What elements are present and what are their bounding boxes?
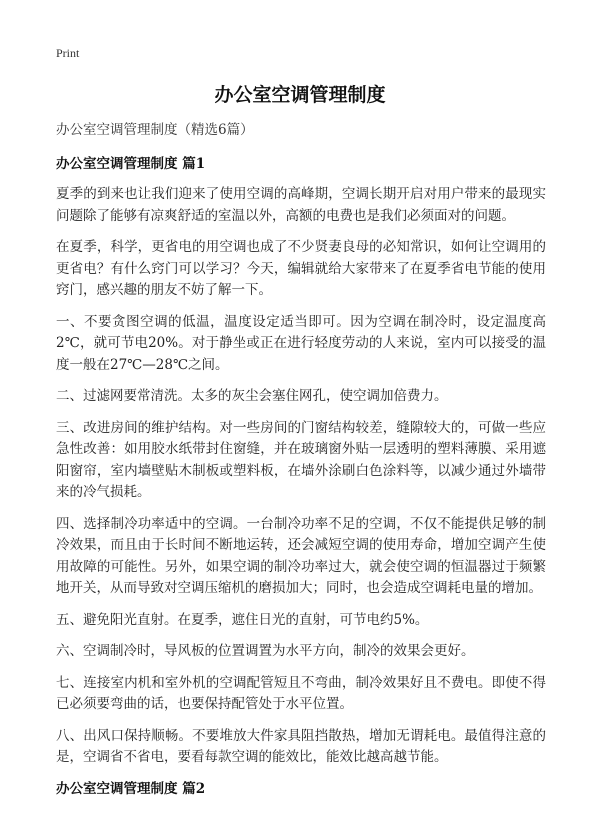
document-body xyxy=(56,120,546,809)
paragraph: 一、不要贪图空调的低温，温度设定适当即可。因为空调在制冷时，设定温度高2℃，就可节电20%。对于静坐或正在进行轻度劳动的人来说，室内可以接受的温度一般在27℃—28℃之间。 xyxy=(56,313,546,373)
print-link[interactable]: Print xyxy=(56,46,80,60)
paragraph: 二、过滤网要常清洗。太多的灰尘会塞住网孔，使空调加倍费力。 xyxy=(56,388,448,404)
paragraph: 五、避免阳光直射。在夏季，遮住日光的直射，可节电约5%。 xyxy=(56,611,429,628)
paragraph: 八、出风口保持顺畅。不要堆放大件家具阻挡散热，增加无谓耗电。最值得注意的是，空调省不省电，要看每款空调的能效比，能效比越高越节能。 xyxy=(56,727,546,765)
paragraph: 夏季的到来也让我们迎来了使用空调的高峰期，空调长期开启对用户带来的最现实问题除了能够有凉爽舒适的室温以外，高额的电费也是我们必须面对的问题。 xyxy=(56,186,546,224)
document-title: 办公室空调管理制度 xyxy=(214,84,386,106)
paragraph: 三、改进房间的维护结构。对一些房间的门窗结构较差，缝隙较大的，可做一些应急性改善：如用胶水纸带封住窗缝，并在玻璃窗外贴一层透明的塑料薄膜、采用遮阳窗帘，室内墙壁贴木制板或塑料板，在墙外涂刷白色涂料等，以减少通过外墙带来的冷气损耗。 xyxy=(56,419,546,500)
section-heading: 办公室空调管理制度 篇2 xyxy=(56,780,206,797)
section-2 xyxy=(56,779,546,799)
document-subtitle: 办公室空调管理制度（精选6篇） xyxy=(56,122,254,138)
section-heading: 办公室空调管理制度 篇1 xyxy=(56,156,206,172)
paragraph: 四、选择制冷功率适中的空调。一台制冷功率不足的空调，不仅不能提供足够的制冷效果，而且由于长时间不断地运转，还会减短空调的使用寿命，增加空调产生使用故障的可能性。另外，如果空调的制冷功率过大，就会使空调的恒温器过于频繁地开关，从而导致对空调压缩机的磨损加大；同时，也会造成空调耗电量的增加。 xyxy=(56,515,546,596)
paragraph: 六、空调制冷时，导风板的位置调置为水平方向，制冷的效果会更好。 xyxy=(56,643,475,659)
section-1 xyxy=(56,154,546,769)
paragraph: 七、连接室内机和室外机的空调配管短且不弯曲，制冷效果好且不费电。即使不得已必须要弯曲的话，也要保持配管处于水平位置。 xyxy=(56,674,546,712)
paragraph: 在夏季，科学，更省电的用空调也成了不少贤妻良母的必知常识，如何让空调用的更省电？有什么窍门可以学习？今天，编辑就给大家带来了在夏季省电节能的使用窍门，感兴趣的朋友不妨了解一下。 xyxy=(56,239,546,298)
